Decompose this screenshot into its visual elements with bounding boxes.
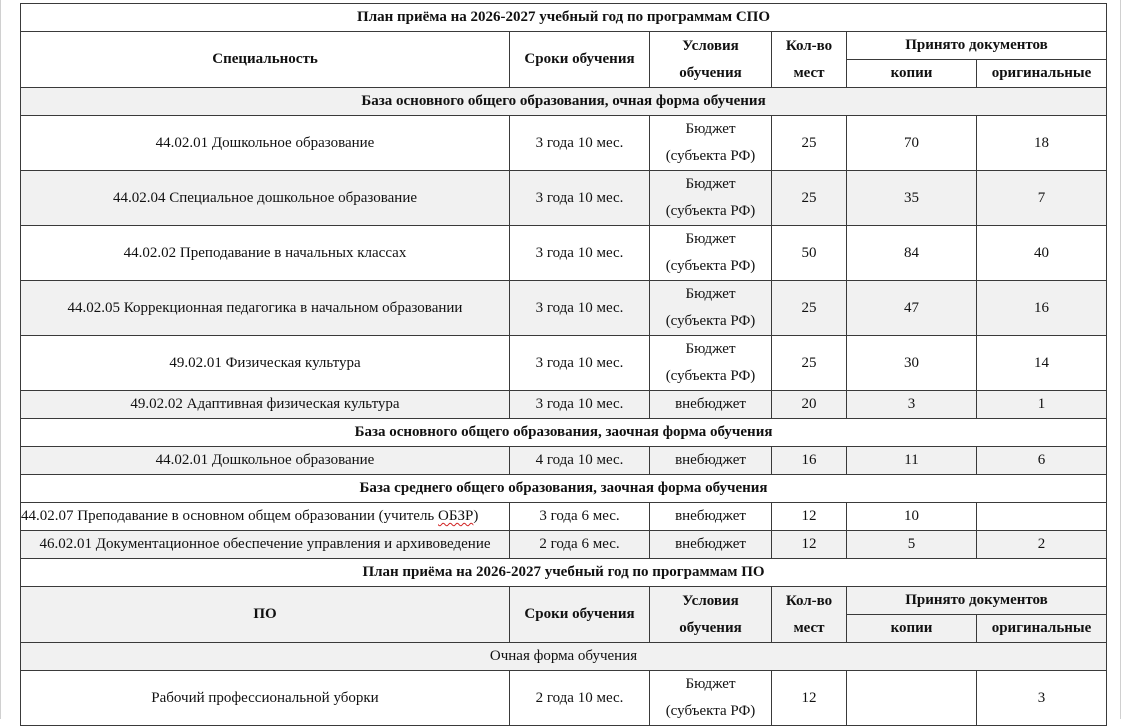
cell-conditions-line2: (субъекта РФ) — [665, 368, 756, 384]
cell-program: Рабочий профессиональной уборки — [21, 671, 510, 726]
cell-conditions — [650, 116, 772, 171]
cell-conditions — [650, 226, 772, 281]
table-row — [21, 503, 1107, 531]
cell-duration: 3 года 10 мес. — [510, 281, 650, 336]
cell-copies: 35 — [847, 171, 977, 226]
cell-specialty: 44.02.02 Преподавание в начальных классах — [21, 226, 510, 281]
header-places-line2: мест — [793, 64, 825, 81]
cell-originals: 2 — [977, 531, 1107, 559]
cell-copies — [847, 671, 977, 726]
page-left-edge — [0, 0, 1, 719]
table-row — [21, 531, 1107, 559]
cell-conditions-line2: (субъекта РФ) — [665, 203, 756, 219]
cell-duration: 3 года 10 мес. — [510, 336, 650, 391]
cell-duration: 2 года 6 мес. — [510, 531, 650, 559]
cell-originals: 40 — [977, 226, 1107, 281]
header-conditions-line2: обучения — [679, 619, 742, 636]
header-places-line1: Кол-во — [785, 37, 833, 54]
table-row — [21, 281, 1107, 336]
header-places-line1: Кол-во — [785, 592, 833, 609]
spo-table-title: План приёма на 2026-2027 учебный год по программам СПО — [21, 4, 1107, 32]
header-places — [772, 32, 847, 88]
cell-conditions: внебюджет — [650, 391, 772, 419]
cell-duration: 3 года 10 мес. — [510, 391, 650, 419]
cell-places: 25 — [772, 171, 847, 226]
section-row — [21, 419, 1107, 447]
table-row — [21, 671, 1107, 726]
header-places-line2: мест — [793, 619, 825, 636]
spo-header-row-1 — [21, 32, 1107, 60]
cell-duration: 4 года 10 мес. — [510, 447, 650, 475]
cell-duration: 3 года 10 мес. — [510, 226, 650, 281]
cell-conditions-line1: Бюджет — [685, 286, 736, 302]
cell-originals: 3 — [977, 671, 1107, 726]
cell-duration: 2 года 10 мес. — [510, 671, 650, 726]
cell-conditions-line1: Бюджет — [685, 231, 736, 247]
header-copies: копии — [847, 615, 977, 643]
cell-duration: 3 года 10 мес. — [510, 171, 650, 226]
table-row — [21, 116, 1107, 171]
header-originals: оригинальные — [977, 615, 1107, 643]
cell-places: 50 — [772, 226, 847, 281]
cell-conditions-line1: Бюджет — [685, 676, 736, 692]
cell-copies: 30 — [847, 336, 977, 391]
page-right-edge — [1120, 0, 1121, 719]
cell-specialty: 44.02.04 Специальное дошкольное образование — [21, 171, 510, 226]
table-row — [21, 447, 1107, 475]
cell-copies: 70 — [847, 116, 977, 171]
cell-copies: 84 — [847, 226, 977, 281]
spo-title-row — [21, 4, 1107, 32]
cell-conditions-line2: (субъекта РФ) — [665, 148, 756, 164]
section-row — [21, 88, 1107, 116]
header-conditions-line2: обучения — [679, 64, 742, 81]
cell-specialty: 44.02.01 Дошкольное образование — [21, 116, 510, 171]
cell-originals: 1 — [977, 391, 1107, 419]
cell-places: 20 — [772, 391, 847, 419]
admission-plan-table — [20, 3, 1107, 726]
section-title: База среднего общего образования, заочная форма обучения — [21, 475, 1107, 503]
cell-conditions — [650, 336, 772, 391]
table-row — [21, 171, 1107, 226]
cell-specialty-prefix: 44.02.07 Преподавание в основном общем образовании (учитель — [21, 508, 439, 524]
cell-duration: 3 года 6 мес. — [510, 503, 650, 531]
header-duration: Сроки обучения — [510, 32, 650, 88]
cell-specialty-suffix: ) — [473, 508, 479, 524]
header-accepted: Принято документов — [847, 587, 1107, 615]
cell-places: 12 — [772, 671, 847, 726]
cell-originals: 7 — [977, 171, 1107, 226]
cell-conditions: внебюджет — [650, 503, 772, 531]
header-conditions-line1: Условия — [682, 592, 739, 609]
po-table-title: План приёма на 2026-2027 учебный год по программам ПО — [21, 559, 1107, 587]
cell-conditions-line2: (субъекта РФ) — [665, 258, 756, 274]
cell-conditions-line1: Бюджет — [685, 121, 736, 137]
cell-specialty: 49.02.01 Физическая культура — [21, 336, 510, 391]
table-row — [21, 391, 1107, 419]
cell-conditions-line1: Бюджет — [685, 341, 736, 357]
cell-conditions — [650, 671, 772, 726]
header-conditions-line1: Условия — [682, 37, 739, 54]
cell-copies: 47 — [847, 281, 977, 336]
cell-originals: 6 — [977, 447, 1107, 475]
cell-conditions-line2: (субъекта РФ) — [665, 703, 756, 719]
cell-places: 16 — [772, 447, 847, 475]
cell-places: 12 — [772, 503, 847, 531]
header-places — [772, 587, 847, 643]
cell-originals: 14 — [977, 336, 1107, 391]
header-duration: Сроки обучения — [510, 587, 650, 643]
cell-copies: 10 — [847, 503, 977, 531]
cell-places: 12 — [772, 531, 847, 559]
header-originals: оригинальные — [977, 60, 1107, 88]
header-copies: копии — [847, 60, 977, 88]
cell-conditions: внебюджет — [650, 447, 772, 475]
header-accepted: Принято документов — [847, 32, 1107, 60]
cell-conditions — [650, 171, 772, 226]
cell-places: 25 — [772, 336, 847, 391]
cell-specialty: 44.02.01 Дошкольное образование — [21, 447, 510, 475]
cell-copies: 5 — [847, 531, 977, 559]
cell-copies: 11 — [847, 447, 977, 475]
header-conditions — [650, 32, 772, 88]
spellcheck-marked-word: ОБЗР — [438, 508, 474, 524]
header-program: ПО — [21, 587, 510, 643]
table-row — [21, 226, 1107, 281]
cell-originals — [977, 503, 1107, 531]
cell-duration: 3 года 10 мес. — [510, 116, 650, 171]
cell-specialty — [21, 503, 510, 531]
section-title: База основного общего образования, очная форма обучения — [21, 88, 1107, 116]
cell-conditions-line2: (субъекта РФ) — [665, 313, 756, 329]
cell-places: 25 — [772, 281, 847, 336]
table-row — [21, 336, 1107, 391]
section-title: Очная форма обучения — [21, 643, 1107, 671]
po-title-row — [21, 559, 1107, 587]
section-row — [21, 643, 1107, 671]
cell-specialty: 49.02.02 Адаптивная физическая культура — [21, 391, 510, 419]
section-title: База основного общего образования, заочная форма обучения — [21, 419, 1107, 447]
cell-originals: 16 — [977, 281, 1107, 336]
cell-originals: 18 — [977, 116, 1107, 171]
cell-conditions-line1: Бюджет — [685, 176, 736, 192]
header-specialty: Специальность — [21, 32, 510, 88]
cell-conditions — [650, 281, 772, 336]
cell-conditions: внебюджет — [650, 531, 772, 559]
cell-specialty: 46.02.01 Документационное обеспечение управления и архивоведение — [21, 531, 510, 559]
cell-specialty: 44.02.05 Коррекционная педагогика в начальном образовании — [21, 281, 510, 336]
cell-copies: 3 — [847, 391, 977, 419]
cell-places: 25 — [772, 116, 847, 171]
po-header-row-1 — [21, 587, 1107, 615]
section-row — [21, 475, 1107, 503]
header-conditions — [650, 587, 772, 643]
